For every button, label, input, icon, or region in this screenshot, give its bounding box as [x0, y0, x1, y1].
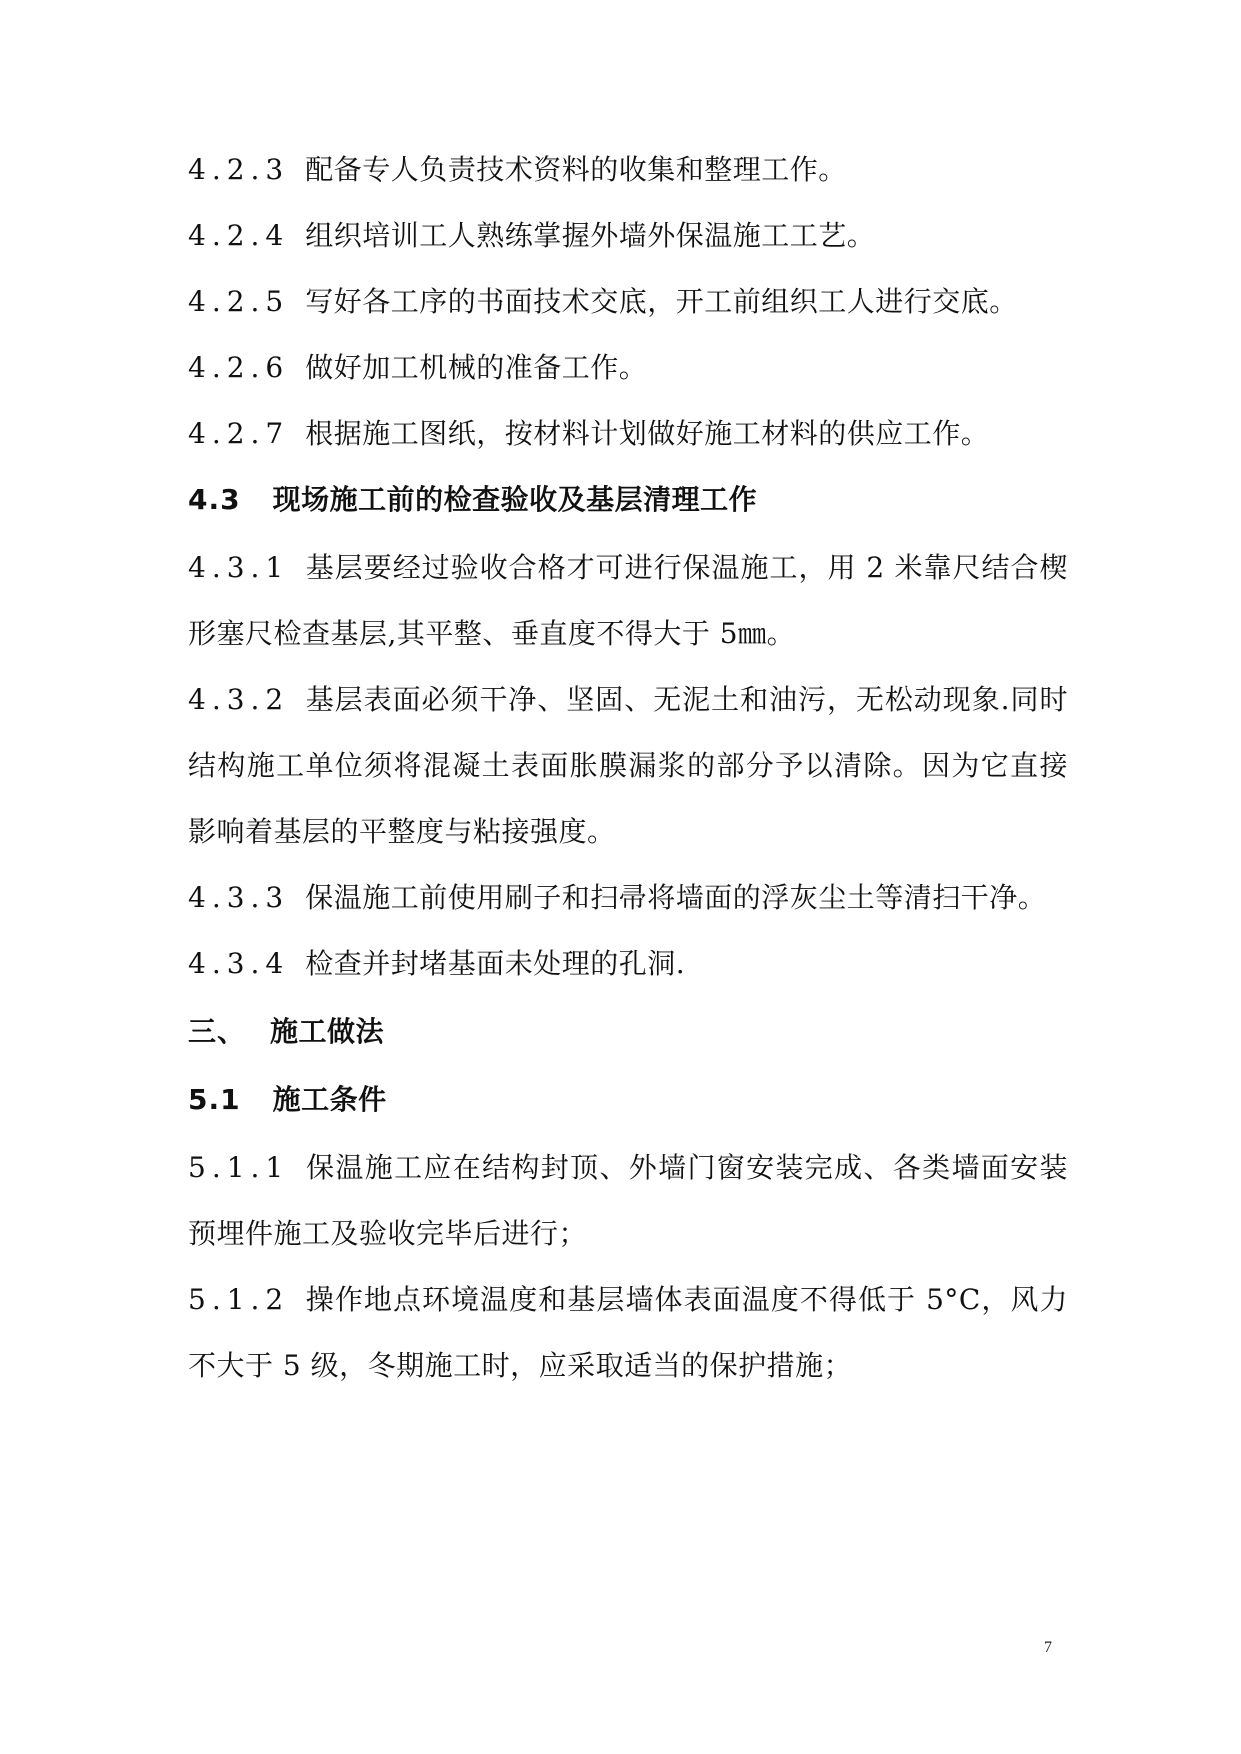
- section-number: 4.3: [188, 483, 241, 516]
- paragraph-4-2-7: [188, 414, 1068, 454]
- paragraph-4-2-5: [188, 282, 1068, 322]
- paragraph-5-1-2-line-1: [188, 1280, 1068, 1320]
- heading-5-1: [188, 1080, 1068, 1120]
- paragraph-text: 保温施工前使用刷子和扫帚将墙面的浮灰尘土等清扫干净。: [305, 881, 1047, 914]
- paragraph-text: 不大于 5 级，冬期施工时，应采取适当的保护措施；: [188, 1349, 853, 1382]
- paragraph-5-1-1-line-1: [188, 1148, 1068, 1188]
- heading-chapter-3: [188, 1012, 1068, 1052]
- heading-text: 施工条件: [272, 1083, 387, 1116]
- section-number: 4.2.3: [188, 153, 290, 186]
- paragraph-5-1-2-line-2: [188, 1346, 1068, 1386]
- page-number: 7: [1044, 1639, 1052, 1656]
- paragraph-4-3-2-line-2: [188, 746, 1068, 786]
- paragraph-4-2-6: [188, 348, 1068, 388]
- paragraph-text: 基层要经过验收合格才可进行保温施工，用 2 米靠尺结合楔: [305, 551, 1068, 584]
- paragraph-4-3-2-line-1: [188, 680, 1068, 720]
- section-number: 5.1.2: [188, 1283, 290, 1316]
- section-number: 三、: [188, 1015, 247, 1048]
- paragraph-text: 操作地点环境温度和基层墙体表面温度不得低于 5°C，风力: [305, 1283, 1068, 1316]
- paragraph-5-1-1-line-2: [188, 1214, 1068, 1254]
- paragraph-text: 基层表面必须干净、坚固、无泥土和油污，无松动现象.同时: [305, 683, 1068, 716]
- heading-4-3: [188, 480, 1068, 520]
- paragraph-4-3-3: [188, 878, 1068, 918]
- paragraph-text: 做好加工机械的准备工作。: [305, 351, 648, 384]
- section-number: 4.2.4: [188, 219, 290, 252]
- section-number: 4.2.6: [188, 351, 290, 384]
- paragraph-text: 结构施工单位须将混凝土表面胀膜漏浆的部分予以清除。因为它直接: [188, 749, 1068, 782]
- section-number: 4.2.7: [188, 417, 290, 450]
- section-number: 4.3.2: [188, 683, 290, 716]
- heading-text: 现场施工前的检查验收及基层清理工作: [272, 483, 758, 516]
- section-number: 4.3.3: [188, 881, 290, 914]
- paragraph-text: 预埋件施工及验收完毕后进行；: [188, 1217, 588, 1250]
- paragraph-4-2-3: [188, 150, 1068, 190]
- section-number: 4.3.4: [188, 947, 290, 980]
- section-number: 5.1: [188, 1083, 241, 1116]
- paragraph-4-3-2-line-3: [188, 812, 1068, 852]
- heading-text: 施工做法: [270, 1015, 385, 1048]
- paragraph-text: 组织培训工人熟练掌握外墙外保温施工工艺。: [305, 219, 876, 252]
- paragraph-4-2-4: [188, 216, 1068, 256]
- paragraph-text: 写好各工序的书面技术交底，开工前组织工人进行交底。: [305, 285, 1018, 318]
- section-number: 4.2.5: [188, 285, 290, 318]
- section-number: 5.1.1: [188, 1151, 290, 1184]
- paragraph-text: 保温施工应在结构封顶、外墙门窗安装完成、各类墙面安装: [305, 1151, 1068, 1184]
- paragraph-text: 检查并封堵基面未处理的孔洞.: [305, 947, 686, 980]
- paragraph-text: 影响着基层的平整度与粘接强度。: [188, 815, 616, 848]
- paragraph-text: 配备专人负责技术资料的收集和整理工作。: [305, 153, 847, 186]
- paragraph-text: 根据施工图纸，按材料计划做好施工材料的供应工作。: [305, 417, 990, 450]
- paragraph-4-3-4: [188, 944, 1068, 984]
- paragraph-4-3-1-line-2: [188, 614, 1068, 654]
- paragraph-4-3-1-line-1: [188, 548, 1068, 588]
- section-number: 4.3.1: [188, 551, 290, 584]
- paragraph-text: 形塞尺检查基层,其平整、垂直度不得大于 5㎜。: [188, 617, 796, 650]
